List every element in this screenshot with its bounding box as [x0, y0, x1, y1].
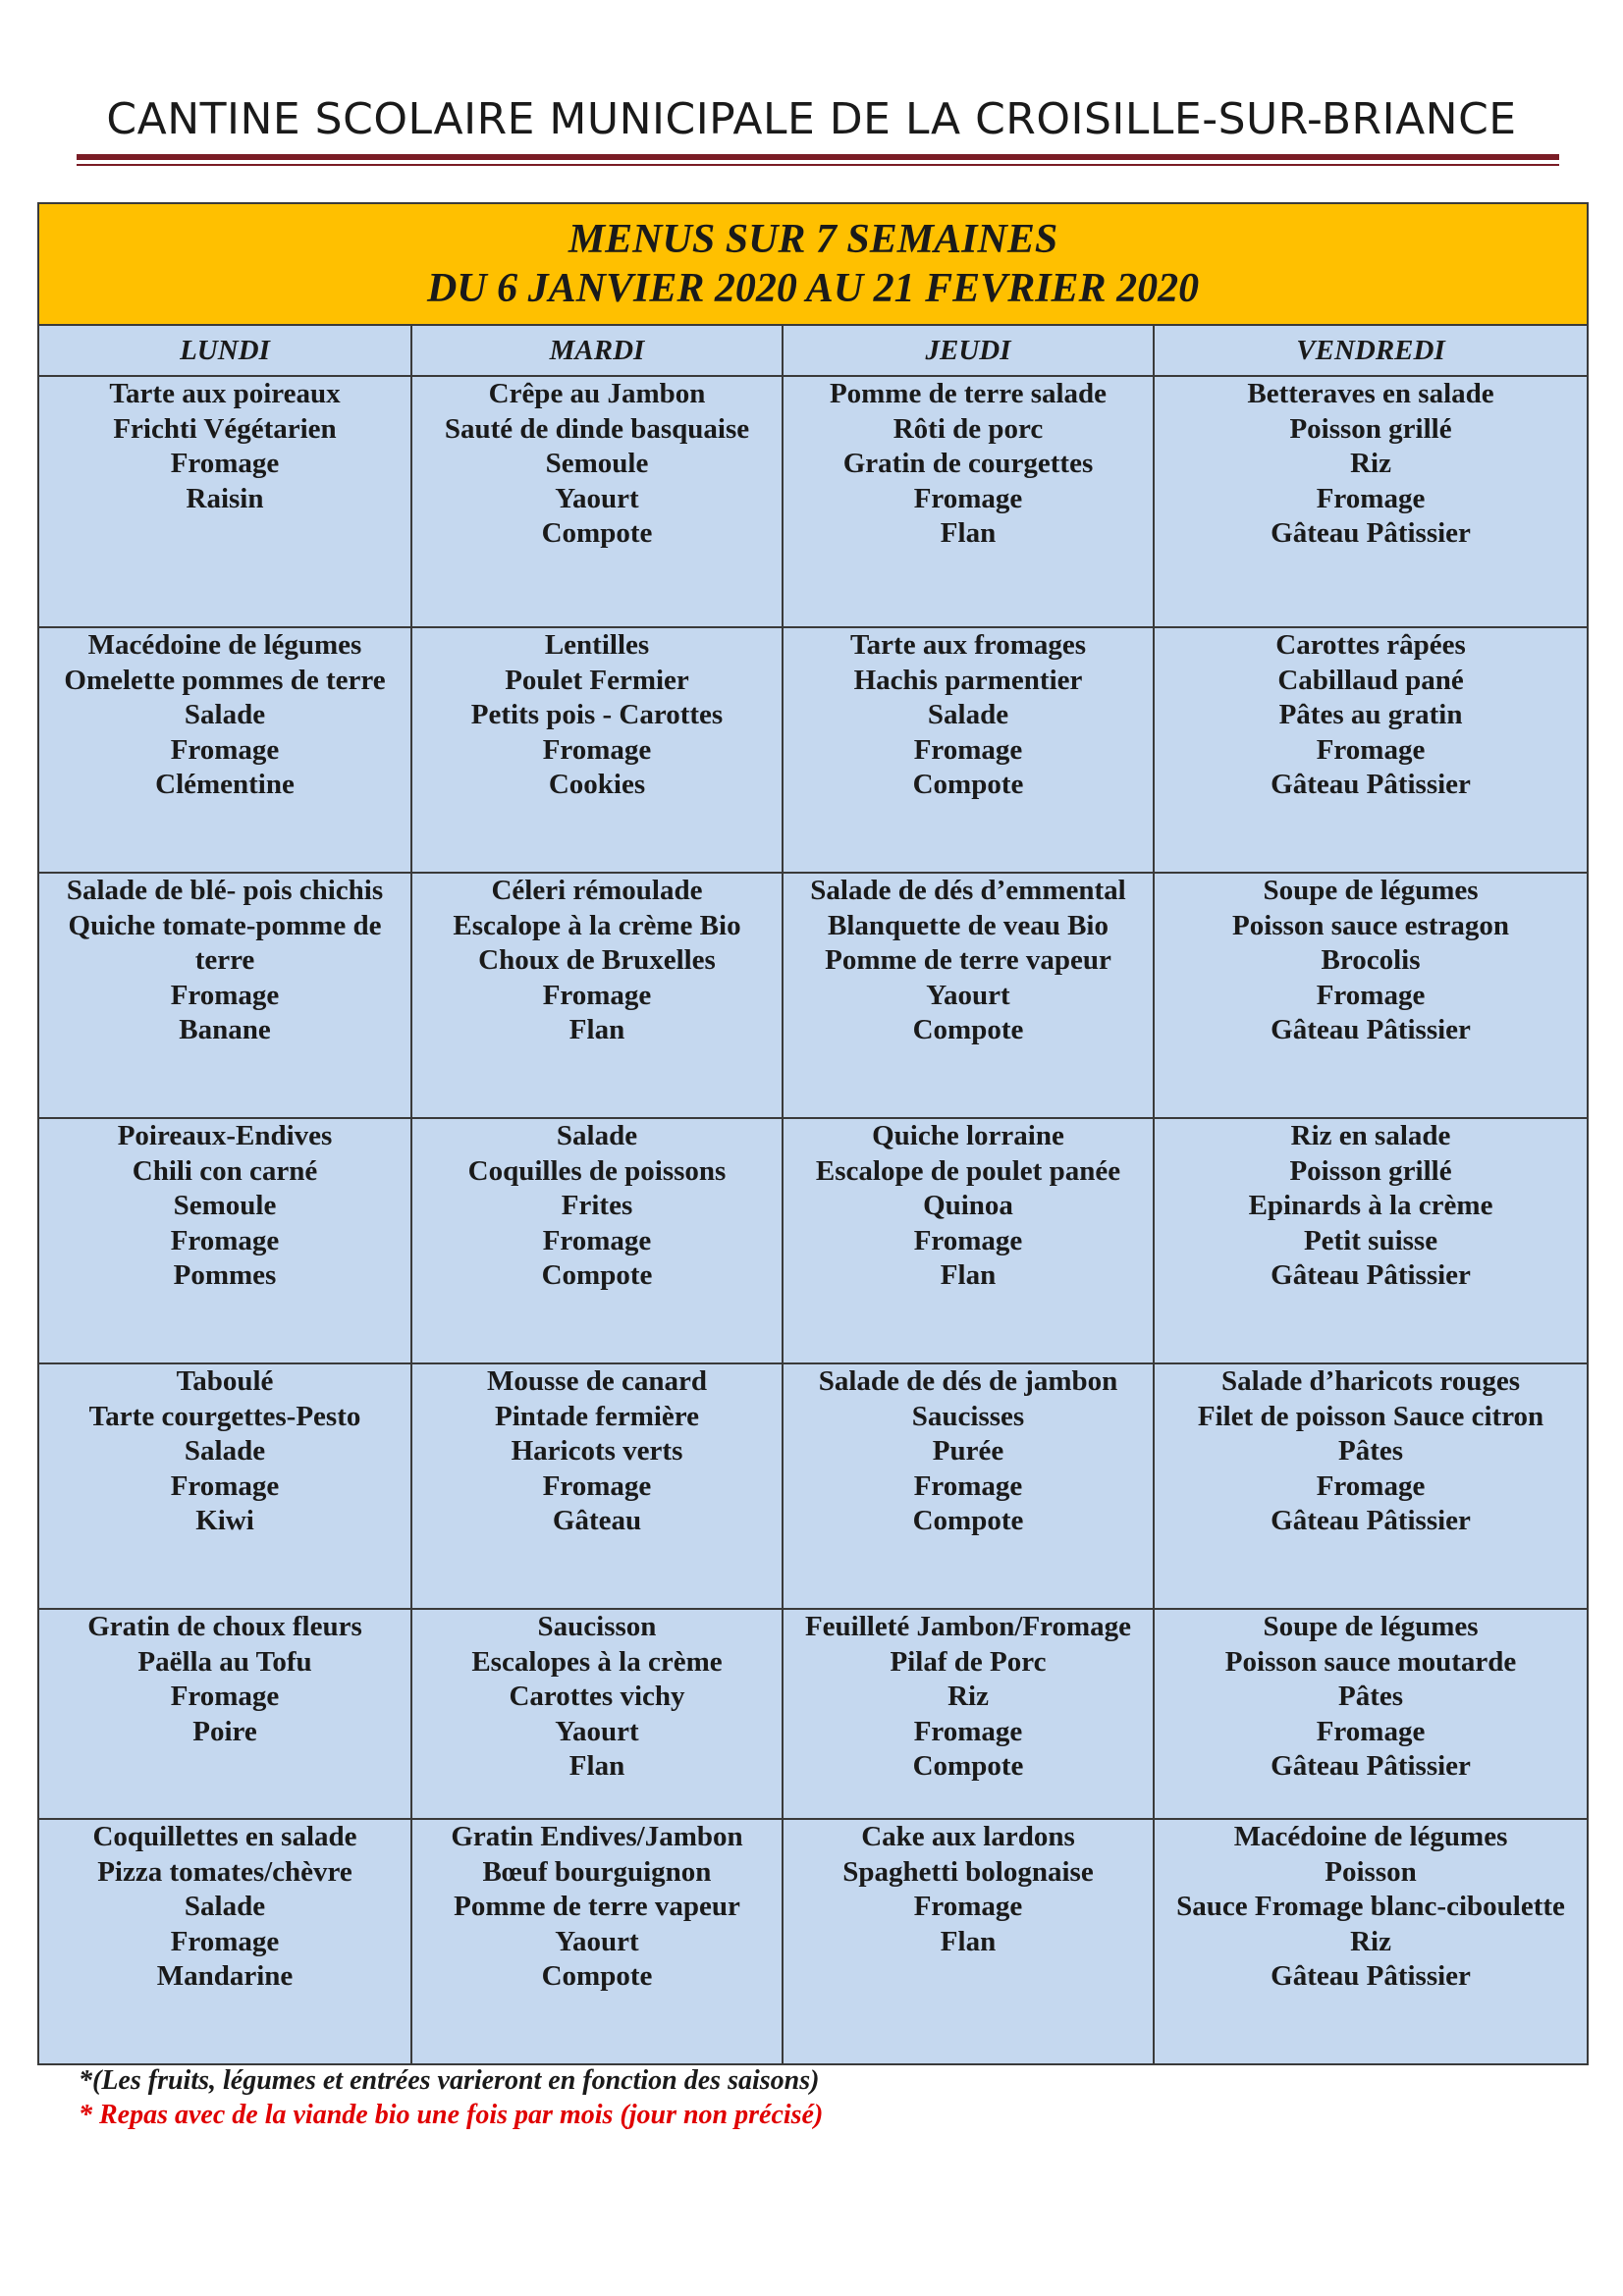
- menu-dish: Fromage: [1316, 482, 1426, 514]
- menu-dish: Gâteau: [552, 1505, 642, 1536]
- menu-dish: Purée: [932, 1435, 1004, 1467]
- menu-dish: Taboulé: [176, 1365, 274, 1397]
- menu-dish: Salade d’haricots rouges: [1221, 1365, 1521, 1397]
- menu-dish: Compote: [541, 1960, 653, 1992]
- menu-dish: Frites: [561, 1190, 633, 1221]
- menu-cell-mardi: [411, 1363, 783, 1609]
- menu-dish: Flan: [940, 1925, 997, 1957]
- menu-cell-vendredi: [1154, 1609, 1588, 1819]
- menu-dish: Kiwi: [195, 1505, 254, 1536]
- menu-dish: Crêpe au Jambon: [488, 378, 706, 409]
- menu-cell-lundi: [38, 1363, 411, 1609]
- menu-dish: Carottes râpées: [1275, 629, 1466, 661]
- menu-dish: Choux de Bruxelles: [478, 944, 716, 976]
- menu-dish: Flan: [568, 1750, 625, 1782]
- menu-dish: Salade de dés de jambon: [818, 1365, 1118, 1397]
- title-underline-thin: [77, 164, 1559, 166]
- menu-dish: Compote: [912, 1505, 1024, 1536]
- menu-dish: Fromage: [170, 1681, 280, 1712]
- menu-cell-vendredi: [1154, 1118, 1588, 1363]
- menu-dish: Coquillettes en salade: [92, 1821, 357, 1852]
- menu-dish: Céleri rémoulade: [491, 875, 703, 906]
- menu-dish: Fromage: [913, 1715, 1023, 1747]
- menu-dish: Clémentine: [155, 769, 295, 800]
- menu-dish: Riz: [1350, 448, 1391, 479]
- menu-cell-jeudi: [783, 627, 1154, 873]
- menu-dish: Lentilles: [544, 629, 650, 661]
- menu-dish: Pâtes au gratin: [1278, 699, 1463, 730]
- menu-dish: Pâtes: [1338, 1435, 1404, 1467]
- menu-dish: Gâteau Pâtissier: [1271, 769, 1471, 800]
- week-row: [38, 1118, 1588, 1363]
- menu-dish: Salade: [184, 699, 266, 730]
- menu-dish: Compote: [912, 769, 1024, 800]
- menu-dish: Saucisses: [911, 1400, 1025, 1432]
- menu-dish: Brocolis: [1321, 944, 1421, 976]
- menu-dish: Gratin de courgettes: [842, 448, 1094, 479]
- menu-cell-mardi: [411, 627, 783, 873]
- menu-cell-vendredi: [1154, 1363, 1588, 1609]
- menu-dish: Escalope à la crème Bio: [453, 909, 741, 941]
- menu-dish: Salade: [556, 1120, 638, 1151]
- menu-dish: Fromage: [542, 1469, 652, 1502]
- menu-dish: Tarte aux fromages: [849, 629, 1087, 661]
- menu-table: [37, 202, 1589, 2065]
- menu-dish: Fromage: [170, 1224, 280, 1256]
- menu-dish: Fromage: [1316, 1715, 1426, 1747]
- menu-dish: Poulet Fermier: [505, 664, 689, 696]
- menu-cell-lundi: [38, 376, 411, 627]
- footnote-bio: * Repas avec de la viande bio une fois par mois (jour non précisé): [79, 2100, 824, 2130]
- menu-dish: Cabillaud pané: [1277, 664, 1464, 696]
- menu-dish: Gratin de choux fleurs: [87, 1611, 362, 1642]
- menu-dish: Macédoine de légumes: [87, 629, 362, 661]
- menu-dish: Salade: [927, 699, 1009, 730]
- menu-dish: Fromage: [542, 979, 652, 1011]
- menu-dish: Salade de blé- pois chichis: [66, 875, 384, 906]
- menu-dish: Pintade fermière: [494, 1400, 699, 1432]
- menu-dish: Frichti Végétarien: [113, 412, 337, 445]
- menu-dish: Raisin: [186, 482, 264, 514]
- week-row: [38, 1363, 1588, 1609]
- day-header-mardi: MARDI: [411, 325, 783, 376]
- menu-dish: Yaourt: [926, 979, 1010, 1011]
- menu-dish: Cake aux lardons: [861, 1821, 1075, 1852]
- menu-cell-lundi: [38, 1609, 411, 1819]
- menu-dish: Fromage: [913, 1224, 1023, 1256]
- menu-cell-mardi: [411, 1609, 783, 1819]
- menu-cell-jeudi: [783, 376, 1154, 627]
- menu-cell-jeudi: [783, 1609, 1154, 1819]
- banner-row: [38, 203, 1588, 325]
- menu-dish: Fromage: [913, 733, 1023, 766]
- menu-dish: Paëlla au Tofu: [137, 1645, 312, 1678]
- menu-dish: Gâteau Pâtissier: [1271, 517, 1471, 549]
- menu-dish: Mousse de canard: [487, 1365, 707, 1397]
- week-row: [38, 873, 1588, 1118]
- menu-dish: Sauce Fromage blanc-ciboulette: [1176, 1891, 1565, 1922]
- menu-dish: Semoule: [545, 448, 649, 479]
- menu-dish: Petit suisse: [1303, 1224, 1438, 1256]
- menu-dish: Riz: [947, 1681, 989, 1712]
- menu-dish: Poire: [192, 1715, 257, 1747]
- menu-cell-vendredi: [1154, 1819, 1588, 2064]
- menu-dish: Pomme de terre vapeur: [825, 944, 1111, 976]
- menu-dish: Tarte courgettes-Pesto: [88, 1400, 361, 1432]
- menu-cell-jeudi: [783, 873, 1154, 1118]
- menu-dish: Poisson: [1325, 1855, 1417, 1888]
- menu-dish: Hachis parmentier: [853, 664, 1083, 696]
- menu-dish: Pâtes: [1338, 1681, 1404, 1712]
- menu-dish: Banane: [179, 1014, 271, 1045]
- menu-dish: Flan: [940, 1259, 997, 1291]
- menu-cell-jeudi: [783, 1363, 1154, 1609]
- week-row: [38, 376, 1588, 627]
- menu-dish: Fromage: [170, 733, 280, 766]
- menu-dish: Gratin Endives/Jambon: [451, 1821, 743, 1852]
- menu-dish: Epinards à la crème: [1248, 1190, 1493, 1221]
- menu-dish: Yaourt: [555, 482, 639, 514]
- menu-dish: Riz: [1350, 1925, 1391, 1957]
- day-header-vendredi: VENDREDI: [1154, 325, 1588, 376]
- menu-dish: Sauté de dinde basquaise: [444, 412, 750, 445]
- menu-dish: Mandarine: [156, 1960, 294, 1992]
- menu-dish: Blanquette de veau Bio: [828, 909, 1109, 941]
- menu-dish: Pomme de terre vapeur: [454, 1891, 740, 1922]
- menu-dish: Soupe de légumes: [1263, 1611, 1479, 1642]
- day-header-lundi: LUNDI: [38, 325, 411, 376]
- menu-dish: Coquilles de poissons: [467, 1154, 727, 1187]
- week-row: [38, 1819, 1588, 2064]
- menu-dish: Fromage: [913, 1469, 1023, 1502]
- menu-dish: Compote: [912, 1014, 1024, 1045]
- menu-cell-mardi: [411, 1118, 783, 1363]
- menu-dish: Fromage: [1316, 1469, 1426, 1502]
- menu-dish: Petits pois - Carottes: [470, 699, 724, 730]
- menu-cell-mardi: [411, 1819, 783, 2064]
- menu-dish: Compote: [541, 517, 653, 549]
- menu-cell-lundi: [38, 627, 411, 873]
- day-header-jeudi: JEUDI: [783, 325, 1154, 376]
- menu-dish: Fromage: [1316, 979, 1426, 1011]
- menu-dish: Yaourt: [555, 1715, 639, 1747]
- menu-dish: Gâteau Pâtissier: [1271, 1014, 1471, 1045]
- menu-dish: Compote: [912, 1750, 1024, 1782]
- menu-dish: Rôti de porc: [893, 412, 1044, 445]
- menu-dish: Soupe de légumes: [1263, 875, 1479, 906]
- menu-cell-vendredi: [1154, 627, 1588, 873]
- menu-dish: Macédoine de légumes: [1233, 1821, 1508, 1852]
- menu-cell-mardi: [411, 376, 783, 627]
- banner-line-2: DU 6 JANVIER 2020 AU 21 FEVRIER 2020: [426, 266, 1200, 311]
- menu-dish: Poisson grillé: [1289, 412, 1452, 445]
- menu-dish: Salade de dés d’emmental: [810, 875, 1126, 906]
- menu-dish: Fromage: [170, 1925, 280, 1957]
- menu-dish: Escalope de poulet panée: [815, 1154, 1121, 1187]
- menu-dish: Gâteau Pâtissier: [1271, 1960, 1471, 1992]
- menu-dish: Bœuf bourguignon: [482, 1855, 712, 1888]
- menu-dish: Poireaux-Endives: [117, 1120, 333, 1151]
- menu-dish: Fromage: [1316, 733, 1426, 766]
- menu-dish: Betteraves en salade: [1247, 378, 1494, 409]
- menu-dish: Fromage: [170, 979, 280, 1011]
- menu-dish: Fromage: [542, 733, 652, 766]
- menu-dish: Riz en salade: [1290, 1120, 1451, 1151]
- menu-dish: Fromage: [913, 1891, 1023, 1922]
- menu-dish: Gâteau Pâtissier: [1271, 1750, 1471, 1782]
- menu-dish: Fromage: [913, 482, 1023, 514]
- menu-dish: Filet de poisson Sauce citron: [1197, 1400, 1544, 1432]
- day-header-row: [38, 325, 1588, 376]
- menu-dish: Carottes vichy: [509, 1681, 685, 1712]
- menu-dish: Feuilleté Jambon/Fromage: [804, 1611, 1132, 1642]
- title-underline: [77, 154, 1559, 160]
- menu-cell-lundi: [38, 1118, 411, 1363]
- menu-dish: Poisson sauce moutarde: [1224, 1645, 1517, 1678]
- week-row: [38, 1609, 1588, 1819]
- page-title: CANTINE SCOLAIRE MUNICIPALE DE LA CROISILLE-SUR-BRIANCE: [106, 94, 1517, 144]
- menu-dish: Gâteau Pâtissier: [1271, 1505, 1471, 1536]
- menu-dish: Pommes: [173, 1259, 277, 1291]
- menu-dish: Flan: [568, 1014, 625, 1045]
- menu-dish: Salade: [184, 1435, 266, 1467]
- menu-dish: Quiche lorraine: [872, 1120, 1064, 1151]
- menu-dish: Fromage: [170, 448, 280, 479]
- menu-dish: Pizza tomates/chèvre: [97, 1855, 352, 1888]
- menu-dish: Fromage: [170, 1469, 280, 1502]
- menu-dish: Spaghetti bolognaise: [842, 1855, 1094, 1888]
- menu-dish: Semoule: [173, 1190, 277, 1221]
- week-row: [38, 627, 1588, 873]
- menu-dish: Pomme de terre salade: [829, 378, 1108, 409]
- menu-dish: Tarte aux poireaux: [109, 378, 341, 409]
- menu-dish: Pilaf de Porc: [890, 1645, 1047, 1678]
- menu-dish: Quinoa: [923, 1190, 1013, 1221]
- menu-dish: Fromage: [542, 1224, 652, 1256]
- menu-cell-jeudi: [783, 1118, 1154, 1363]
- menu-cell-mardi: [411, 873, 783, 1118]
- menu-dish: Chili con carné: [132, 1154, 318, 1187]
- menu-dish: Cookies: [548, 769, 646, 800]
- menu-dish: Escalopes à la crème: [471, 1645, 723, 1678]
- menu-dish: Quiche tomate-pomme de terre: [68, 909, 382, 976]
- menu-dish: Poisson sauce estragon: [1232, 909, 1509, 941]
- menu-dish: Yaourt: [555, 1925, 639, 1957]
- menu-dish: Omelette pommes de terre: [64, 664, 386, 696]
- menu-cell-vendredi: [1154, 376, 1588, 627]
- footnote-seasons: *(Les fruits, légumes et entrées varieront en fonction des saisons): [79, 2065, 820, 2096]
- menu-dish: Gâteau Pâtissier: [1271, 1259, 1471, 1291]
- banner-line-1: MENUS SUR 7 SEMAINES: [568, 217, 1058, 262]
- menu-dish: Compote: [541, 1259, 653, 1291]
- menu-banner: [38, 203, 1588, 325]
- menu-dish: Haricots verts: [511, 1435, 683, 1467]
- menu-cell-lundi: [38, 1819, 411, 2064]
- menu-dish: Flan: [940, 517, 997, 549]
- menu-cell-lundi: [38, 873, 411, 1118]
- menu-dish: Poisson grillé: [1289, 1154, 1452, 1187]
- menu-dish: Salade: [184, 1891, 266, 1922]
- menu-dish: Saucisson: [537, 1611, 657, 1642]
- menu-cell-jeudi: [783, 1819, 1154, 2064]
- menu-cell-vendredi: [1154, 873, 1588, 1118]
